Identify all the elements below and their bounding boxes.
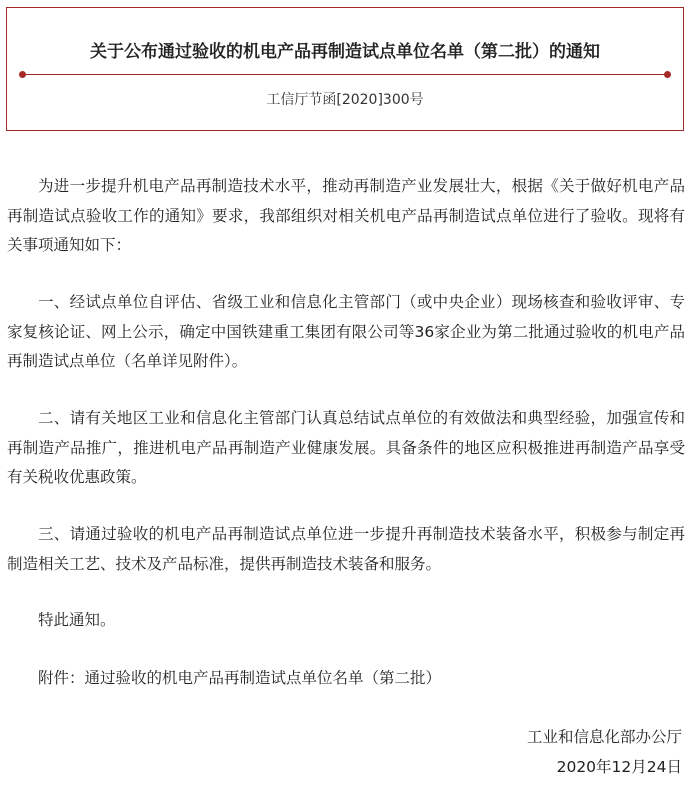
divider-dot-right	[664, 71, 671, 78]
header-divider	[22, 74, 668, 75]
document-number: 工信厅节函[2020]300号	[266, 92, 424, 108]
paragraph-intro: 为进一步提升机电产品再制造技术水平，推动再制造产业发展壮大，根据《关于做好机电产品再制造试点验收工作的通知》要求，我部组织对相关机电产品再制造试点单位进行了验收。现将有关事项通知如下：	[7, 177, 685, 254]
signature-date: 2020年12月24日	[556, 758, 682, 776]
paragraph-item-2: 二、请有关地区工业和信息化主管部门认真总结试点单位的有效做法和典型经验，加强宣传和再制造产品推广，推进机电产品再制造产业健康发展。具备条件的地区应积极推进再制造产品享受有关税收优惠政策。	[7, 409, 685, 486]
paragraph-item-1: 一、经试点单位自评估、省级工业和信息化主管部门（或中央企业）现场核查和验收评审、专家复核论证、网上公示，确定中国铁建重工集团有限公司等36家企业为第二批通过验收的机电产品再制造试点单位（名单详见附件）。	[7, 293, 685, 370]
signature-org: 工业和信息化部办公厅	[526, 728, 682, 746]
paragraph-attachment: 附件：通过验收的机电产品再制造试点单位名单（第二批）	[38, 669, 442, 687]
header-box	[6, 7, 684, 131]
paragraph-item-3: 三、请通过验收的机电产品再制造试点单位进一步提升再制造技术装备水平，积极参与制定再制造相关工艺、技术及产品标准，提供再制造技术装备和服务。	[7, 525, 685, 573]
paragraph-closing: 特此通知。	[38, 611, 116, 629]
document-title: 关于公布通过验收的机电产品再制造试点单位名单（第二批）的通知	[90, 42, 600, 62]
